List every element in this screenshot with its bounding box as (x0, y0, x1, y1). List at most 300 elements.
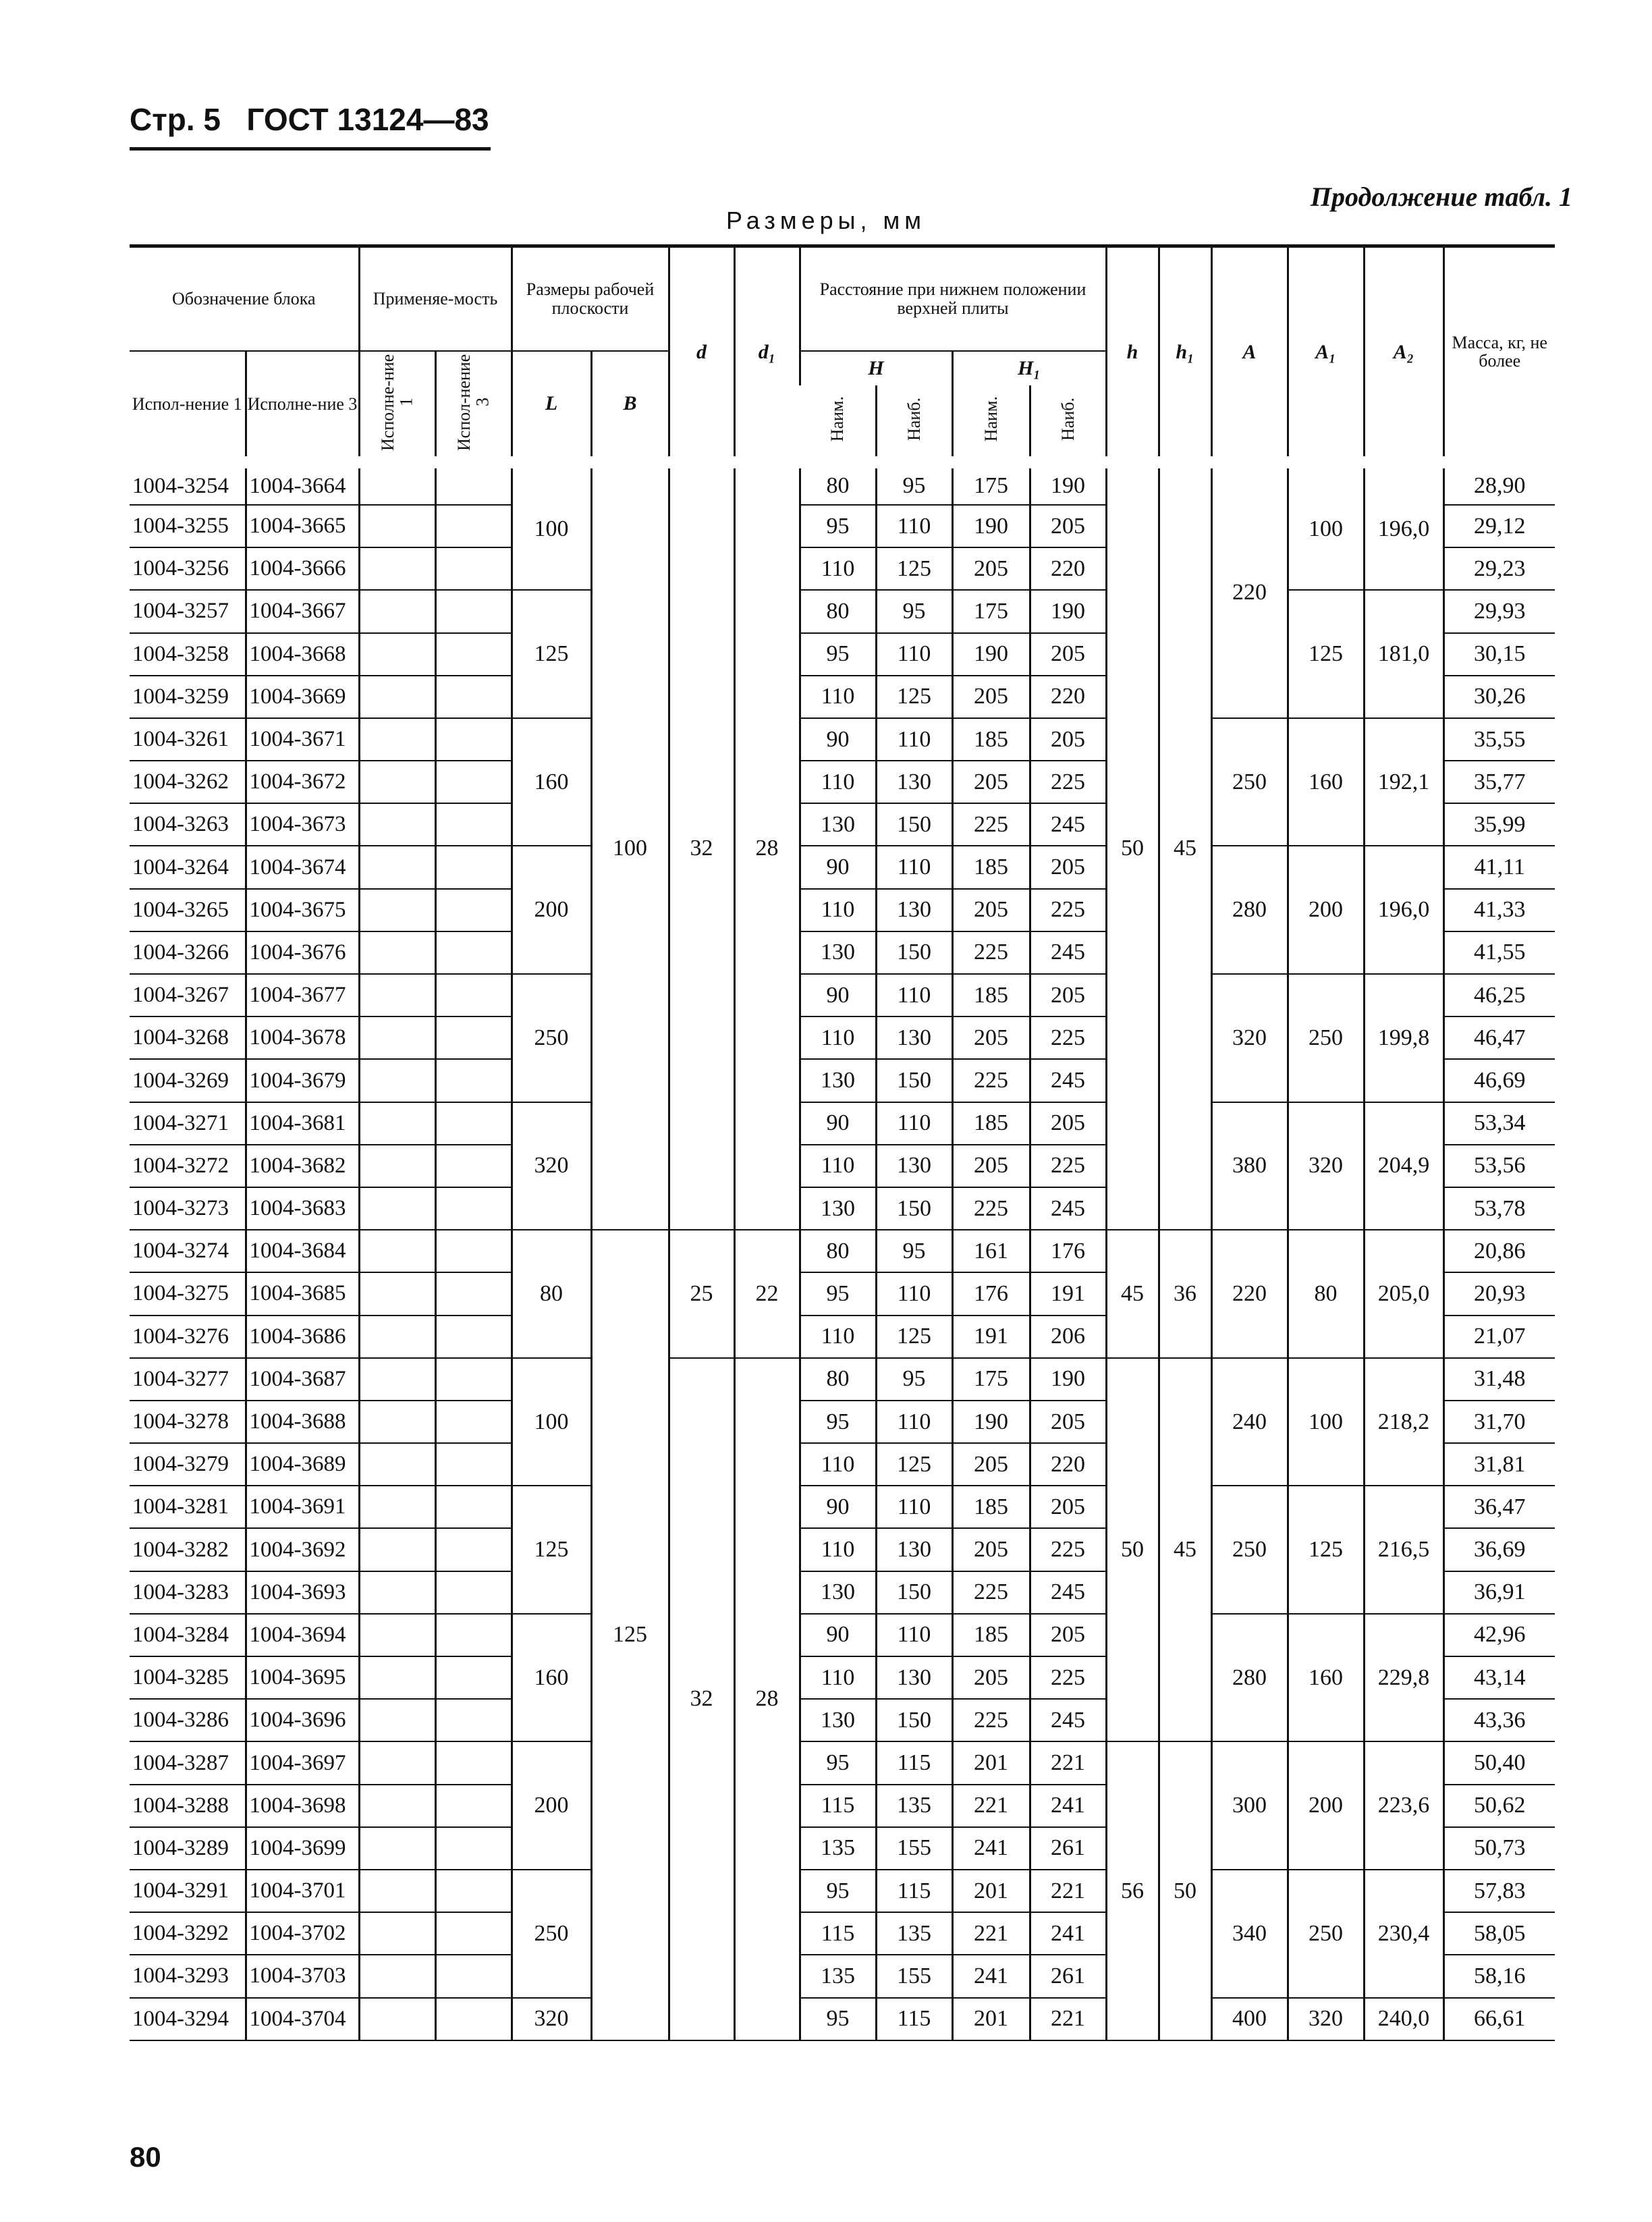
h1-min-value: 185 (952, 974, 1030, 1017)
mass-value: 29,12 (1443, 505, 1555, 547)
h1-min-value: 205 (952, 1528, 1030, 1571)
a1-value: 160 (1288, 1614, 1364, 1742)
h1-max-value: 205 (1030, 505, 1106, 547)
variant1-code: 1004-3254 (130, 462, 246, 505)
applicability-cell (359, 462, 435, 505)
mass-value: 53,78 (1443, 1187, 1555, 1230)
h-min-value: 95 (800, 1741, 876, 1784)
b-header: B (591, 351, 669, 462)
a2-value: 204,9 (1364, 1102, 1443, 1230)
h-min-value: 130 (800, 1699, 876, 1741)
h-min-value: 90 (800, 718, 876, 761)
mass-header: Масса, кг, не более (1443, 246, 1555, 462)
table-row (130, 846, 1555, 888)
applicability-cell (435, 1401, 512, 1443)
mass-value: 36,69 (1443, 1528, 1555, 1571)
variant3-code: 1004-3697 (246, 1741, 359, 1784)
h-max-value: 125 (876, 676, 952, 718)
applicability-cell (359, 633, 435, 676)
a-value: 220 (1211, 1230, 1288, 1358)
variant3-code: 1004-3677 (246, 974, 359, 1017)
H-header: H (800, 351, 952, 385)
h1-max-value: 220 (1030, 547, 1106, 590)
table-row (130, 1230, 1555, 1272)
h1-min-value: 205 (952, 1145, 1030, 1187)
h1-max-value: 221 (1030, 1998, 1106, 2040)
d1-header: d₁ (734, 246, 800, 462)
a2-value: 192,1 (1364, 718, 1443, 846)
variant1-code: 1004-3279 (130, 1443, 246, 1486)
h1-max-value: 225 (1030, 1528, 1106, 1571)
h1-max-value: 205 (1030, 846, 1106, 888)
h-max-value: 95 (876, 1358, 952, 1401)
l-value: 320 (512, 1998, 591, 2040)
applicability-cell (435, 1187, 512, 1230)
variant3-code: 1004-3703 (246, 1955, 359, 1997)
a1-value: 320 (1288, 1998, 1364, 2040)
mass-value: 35,99 (1443, 803, 1555, 846)
variant1-code: 1004-3288 (130, 1785, 246, 1827)
h1-min-value: 185 (952, 718, 1030, 761)
variant3-code: 1004-3669 (246, 676, 359, 718)
applicability-cell (435, 803, 512, 846)
h-max-value: 150 (876, 1699, 952, 1741)
h1-min-value: 175 (952, 590, 1030, 632)
h-min-value: 95 (800, 1870, 876, 1912)
applicability-cell (435, 1443, 512, 1486)
mass-value: 50,62 (1443, 1785, 1555, 1827)
mass-value: 28,90 (1443, 462, 1555, 505)
l-value: 250 (512, 974, 591, 1102)
a2-value: 205,0 (1364, 1230, 1443, 1358)
variant3-code: 1004-3673 (246, 803, 359, 846)
l-value: 125 (512, 590, 591, 718)
a-value: 380 (1211, 1102, 1288, 1230)
variant3-code: 1004-3691 (246, 1486, 359, 1528)
variant1-code: 1004-3293 (130, 1955, 246, 1997)
l-value: 125 (512, 1486, 591, 1614)
h1-max-value: 205 (1030, 633, 1106, 676)
variant3-code: 1004-3687 (246, 1358, 359, 1401)
variant1-code: 1004-3285 (130, 1656, 246, 1699)
l-value: 100 (512, 1358, 591, 1486)
h1-min-value: 225 (952, 803, 1030, 846)
h1-min-value: 185 (952, 1486, 1030, 1528)
mass-value: 41,33 (1443, 889, 1555, 931)
h1-min-value: 205 (952, 1017, 1030, 1059)
applicability-cell (435, 761, 512, 803)
h-max-value: 125 (876, 1443, 952, 1486)
applicability-cell (359, 1272, 435, 1315)
table-row (130, 974, 1555, 1017)
h1-max-value: 190 (1030, 1358, 1106, 1401)
h-max-value: 110 (876, 1102, 952, 1145)
h-min-value: 130 (800, 803, 876, 846)
variant1-code: 1004-3282 (130, 1528, 246, 1571)
applicability-cell (359, 931, 435, 974)
h-value: 50 (1106, 462, 1159, 1230)
h-min-value: 80 (800, 1358, 876, 1401)
variant3-code: 1004-3684 (246, 1230, 359, 1272)
a2-value: 199,8 (1364, 974, 1443, 1102)
a-value: 250 (1211, 718, 1288, 846)
h-min-value: 115 (800, 1912, 876, 1955)
l-header: L (512, 351, 591, 462)
h1-min-value: 205 (952, 1656, 1030, 1699)
table-row (130, 1486, 1555, 1528)
l-value: 80 (512, 1230, 591, 1358)
applicability-cell (359, 1912, 435, 1955)
mass-value: 35,55 (1443, 718, 1555, 761)
h-max-value: 95 (876, 462, 952, 505)
applicability-cell (435, 1102, 512, 1145)
applicability-cell (435, 1741, 512, 1784)
h-min-value: 110 (800, 1443, 876, 1486)
applicability-cell (435, 1230, 512, 1272)
table-row (130, 1870, 1555, 1912)
variant1-code: 1004-3291 (130, 1870, 246, 1912)
a-value: 400 (1211, 1998, 1288, 2040)
applicability-cell (359, 1998, 435, 2040)
h-max-value: 115 (876, 1870, 952, 1912)
variant1-code: 1004-3256 (130, 547, 246, 590)
a2-value: 229,8 (1364, 1614, 1443, 1742)
h1-max-value: 190 (1030, 462, 1106, 505)
a1-value: 250 (1288, 1870, 1364, 1998)
header-rule (130, 147, 491, 151)
h1-min-value: 175 (952, 1358, 1030, 1401)
h-min-value: 80 (800, 1230, 876, 1272)
h-max-value: 130 (876, 1145, 952, 1187)
d1-value: 22 (734, 1230, 800, 1358)
d-header: d (669, 246, 734, 462)
variant1-code: 1004-3259 (130, 676, 246, 718)
h1-max-value: 225 (1030, 761, 1106, 803)
variant3-code: 1004-3699 (246, 1827, 359, 1870)
variant3-code: 1004-3683 (246, 1187, 359, 1230)
h-min-header: Наим. (800, 385, 876, 462)
applicability-cell (435, 1955, 512, 1997)
applicability-cell (359, 1741, 435, 1784)
h1-min-value: 201 (952, 1870, 1030, 1912)
h-max-value: 135 (876, 1912, 952, 1955)
applicability-cell (359, 1656, 435, 1699)
variant3-code: 1004-3704 (246, 1998, 359, 2040)
variant3-code: 1004-3666 (246, 547, 359, 590)
units-caption: Размеры, мм (725, 207, 927, 234)
applicability-cell (359, 1145, 435, 1187)
h1-min-value: 205 (952, 761, 1030, 803)
h1-max-value: 241 (1030, 1912, 1106, 1955)
applicability-cell (435, 1059, 512, 1102)
h-max-value: 150 (876, 1059, 952, 1102)
mass-value: 66,61 (1443, 1998, 1555, 2040)
applicability-cell (359, 1316, 435, 1358)
h1-max-value: 206 (1030, 1316, 1106, 1358)
h-max-header: Наиб. (876, 385, 952, 462)
h1-value: 36 (1159, 1230, 1211, 1358)
h1-max-value: 241 (1030, 1785, 1106, 1827)
applicability-cell (435, 547, 512, 590)
h1-max-value: 245 (1030, 803, 1106, 846)
variant1-code: 1004-3261 (130, 718, 246, 761)
variant1-code: 1004-3283 (130, 1571, 246, 1614)
h-min-value: 80 (800, 462, 876, 505)
applicability-cell (359, 1827, 435, 1870)
mass-value: 31,81 (1443, 1443, 1555, 1486)
mass-value: 41,55 (1443, 931, 1555, 974)
applicability-cell (359, 1699, 435, 1741)
page-label: Стр. 5 (130, 102, 221, 137)
variant1-header: Испол-нение 1 (132, 394, 242, 414)
table-row (130, 718, 1555, 761)
variant1-code: 1004-3284 (130, 1614, 246, 1656)
h1-max-value: 261 (1030, 1827, 1106, 1870)
h-min-value: 110 (800, 1145, 876, 1187)
applicability-cell (359, 1486, 435, 1528)
applicability-cell (359, 1401, 435, 1443)
variant1-code: 1004-3277 (130, 1358, 246, 1401)
a-value: 240 (1211, 1358, 1288, 1486)
standard-number: ГОСТ 13124—83 (246, 102, 489, 137)
h1-min-value: 221 (952, 1785, 1030, 1827)
variant1-code: 1004-3269 (130, 1059, 246, 1102)
variant3-code: 1004-3701 (246, 1870, 359, 1912)
h-max-value: 130 (876, 1017, 952, 1059)
h-max-value: 150 (876, 1571, 952, 1614)
h-max-value: 110 (876, 846, 952, 888)
a1-value: 80 (1288, 1230, 1364, 1358)
h1-max-value: 220 (1030, 1443, 1106, 1486)
h-max-value: 125 (876, 547, 952, 590)
h-max-value: 110 (876, 1614, 952, 1656)
h-max-value: 110 (876, 633, 952, 676)
h-min-value: 130 (800, 1187, 876, 1230)
table-body (130, 462, 1555, 2040)
h1-max-value: 221 (1030, 1741, 1106, 1784)
h1-min-value: 185 (952, 1102, 1030, 1145)
b-value: 125 (591, 1230, 669, 2040)
applicability-cell (435, 1870, 512, 1912)
applicability-cell (435, 505, 512, 547)
variant3-code: 1004-3702 (246, 1912, 359, 1955)
h1-max-value: 245 (1030, 1187, 1106, 1230)
variant3-code: 1004-3694 (246, 1614, 359, 1656)
applicability-cell (435, 1358, 512, 1401)
a1-value: 125 (1288, 1486, 1364, 1614)
variant1-code: 1004-3287 (130, 1741, 246, 1784)
h1-max-value: 245 (1030, 1571, 1106, 1614)
variant1-code: 1004-3258 (130, 633, 246, 676)
mass-value: 46,25 (1443, 974, 1555, 1017)
h-max-value: 110 (876, 974, 952, 1017)
applicability-cell (359, 547, 435, 590)
variant1-code: 1004-3294 (130, 1998, 246, 2040)
table-row (130, 1358, 1555, 1401)
table-row (130, 1102, 1555, 1145)
applicability-cell (359, 505, 435, 547)
a1-value: 100 (1288, 1358, 1364, 1486)
a1-value: 250 (1288, 974, 1364, 1102)
a1-header: A₁ (1288, 246, 1364, 462)
variant1-code: 1004-3257 (130, 590, 246, 632)
applicability-cell (435, 1656, 512, 1699)
applicability-cell (435, 1912, 512, 1955)
variant1-code: 1004-3274 (130, 1230, 246, 1272)
h-max-value: 130 (876, 889, 952, 931)
h-header: h (1106, 246, 1159, 462)
h1-min-value: 176 (952, 1272, 1030, 1315)
a2-value: 181,0 (1364, 590, 1443, 718)
a2-value: 230,4 (1364, 1870, 1443, 1998)
variant3-code: 1004-3696 (246, 1699, 359, 1741)
h-max-value: 110 (876, 718, 952, 761)
a-value: 300 (1211, 1741, 1288, 1870)
h-min-value: 110 (800, 761, 876, 803)
table-row (130, 462, 1555, 505)
d-value: 32 (669, 1358, 734, 2040)
h-min-value: 90 (800, 1486, 876, 1528)
h1-min-value: 190 (952, 633, 1030, 676)
table-row (130, 590, 1555, 632)
variant3-code: 1004-3668 (246, 633, 359, 676)
applicability-cell (359, 1102, 435, 1145)
h-min-value: 95 (800, 1272, 876, 1315)
variant1-code: 1004-3271 (130, 1102, 246, 1145)
h-max-value: 150 (876, 931, 952, 974)
l-value: 200 (512, 846, 591, 974)
h1-min-value: 201 (952, 1998, 1030, 2040)
h-min-value: 90 (800, 846, 876, 888)
variant3-code: 1004-3688 (246, 1401, 359, 1443)
h1-max-value: 261 (1030, 1955, 1106, 1997)
designation-header: Обозначение блока (130, 246, 359, 351)
mass-value: 31,70 (1443, 1401, 1555, 1443)
mass-value: 50,73 (1443, 1827, 1555, 1870)
variant1-code: 1004-3268 (130, 1017, 246, 1059)
h1-max-value: 221 (1030, 1870, 1106, 1912)
variant3-code: 1004-3686 (246, 1316, 359, 1358)
h1-max-header: Наиб. (1030, 385, 1106, 462)
h-max-value: 110 (876, 1401, 952, 1443)
h-min-value: 95 (800, 633, 876, 676)
applicability-cell (359, 1358, 435, 1401)
variant3-code: 1004-3665 (246, 505, 359, 547)
h1-max-value: 191 (1030, 1272, 1106, 1315)
mass-value: 46,47 (1443, 1017, 1555, 1059)
h-max-value: 135 (876, 1785, 952, 1827)
applicability-cell (435, 1486, 512, 1528)
applicability-cell (435, 1827, 512, 1870)
mass-value: 58,16 (1443, 1955, 1555, 1997)
h-min-value: 90 (800, 974, 876, 1017)
mass-value: 30,26 (1443, 676, 1555, 718)
h1-min-value: 241 (952, 1827, 1030, 1870)
h-min-value: 110 (800, 1528, 876, 1571)
h1-max-value: 205 (1030, 1486, 1106, 1528)
h-max-value: 150 (876, 803, 952, 846)
h-min-value: 130 (800, 1571, 876, 1614)
variant3-code: 1004-3685 (246, 1272, 359, 1315)
h-min-value: 110 (800, 547, 876, 590)
mass-value: 20,93 (1443, 1272, 1555, 1315)
h1-min-value: 225 (952, 1059, 1030, 1102)
l-value: 160 (512, 718, 591, 846)
h1-min-header: Наим. (952, 385, 1030, 462)
d1-value: 28 (734, 1358, 800, 2040)
h1-min-value: 161 (952, 1230, 1030, 1272)
mass-value: 50,40 (1443, 1741, 1555, 1784)
h-min-value: 95 (800, 505, 876, 547)
a-value: 250 (1211, 1486, 1288, 1614)
variant3-code: 1004-3675 (246, 889, 359, 931)
l-value: 100 (512, 462, 591, 591)
a-header: A (1211, 246, 1288, 462)
h1-max-value: 205 (1030, 974, 1106, 1017)
mass-value: 41,11 (1443, 846, 1555, 888)
h-min-value: 115 (800, 1785, 876, 1827)
applicability-cell (359, 1059, 435, 1102)
continuation-note: Продолжение табл. 1 (1310, 182, 1572, 212)
h1-max-value: 205 (1030, 1401, 1106, 1443)
a2-value: 216,5 (1364, 1486, 1443, 1614)
mass-value: 31,48 (1443, 1358, 1555, 1401)
applicability-cell (435, 1272, 512, 1315)
applicability-cell (359, 1187, 435, 1230)
applicability-cell (435, 1145, 512, 1187)
h-max-value: 115 (876, 1998, 952, 2040)
a1-value: 200 (1288, 846, 1364, 974)
applicability-cell (435, 462, 512, 505)
variant3-code: 1004-3698 (246, 1785, 359, 1827)
l-value: 320 (512, 1102, 591, 1230)
h1-max-value: 205 (1030, 1614, 1106, 1656)
table-row (130, 1998, 1555, 2040)
mass-value: 46,69 (1443, 1059, 1555, 1102)
variant1-code: 1004-3286 (130, 1699, 246, 1741)
h1-value: 45 (1159, 1358, 1211, 1742)
h1-max-value: 220 (1030, 676, 1106, 718)
h1-max-value: 205 (1030, 718, 1106, 761)
h1-min-value: 225 (952, 1699, 1030, 1741)
h1-min-value: 205 (952, 1443, 1030, 1486)
applicability-cell (359, 974, 435, 1017)
h-min-value: 110 (800, 1017, 876, 1059)
applicability-cell (435, 1785, 512, 1827)
variant3-code: 1004-3667 (246, 590, 359, 632)
h1-min-value: 185 (952, 1614, 1030, 1656)
mass-value: 43,36 (1443, 1699, 1555, 1741)
page-header (130, 101, 489, 138)
variant1-code: 1004-3264 (130, 846, 246, 888)
h1-max-value: 245 (1030, 931, 1106, 974)
h-max-value: 110 (876, 505, 952, 547)
a2-value: 196,0 (1364, 462, 1443, 591)
l-value: 250 (512, 1870, 591, 1998)
applicability-cell (435, 931, 512, 974)
applicability-cell (435, 633, 512, 676)
a1-value: 125 (1288, 590, 1364, 718)
h-min-value: 135 (800, 1827, 876, 1870)
h1-max-value: 245 (1030, 1699, 1106, 1741)
mass-value: 21,07 (1443, 1316, 1555, 1358)
table-row (130, 1741, 1555, 1784)
mass-value: 58,05 (1443, 1912, 1555, 1955)
H1-header: H₁ (952, 351, 1106, 385)
app-variant3-header: Испол-нение 3 (435, 351, 512, 462)
variant3-code: 1004-3664 (246, 462, 359, 505)
applicability-cell (359, 676, 435, 718)
